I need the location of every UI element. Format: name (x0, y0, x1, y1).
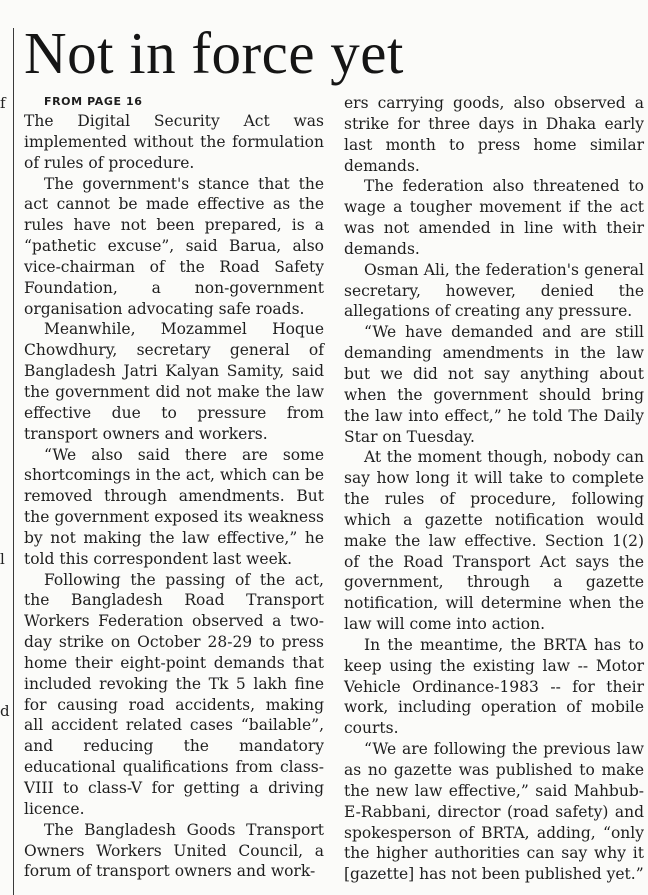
article-column-1 (24, 93, 324, 882)
adjacent-column-fragment: f (0, 94, 6, 112)
article-paragraph: Osman Ali, the federation's general secretary, however, denied the allegations of creating any pressure. (344, 260, 644, 321)
adjacent-column-fragment: d (0, 702, 10, 720)
column-divider-rule (13, 28, 14, 895)
article-paragraph: The Digital Security Act was implemented without the formulation of rules of procedure. (24, 112, 324, 172)
article-paragraph: The government's stance that the act cannot be made effective as the rules have not been prepared, is a “pathetic excuse”, said Barua, also vice-chairman of the Road Safety Foundation, a non-government organisation advocating safe roads. (24, 174, 324, 318)
article-paragraph: “We are following the previous law as no gazette was published to make the new law effective,” said Mahbub-E-Rabbani, director (road safety) and spokesperson of BRTA, adding, “only the higher authorities can say why it [gazette] has not been published yet.” (344, 740, 644, 884)
article-paragraph: Meanwhile, Mozammel Hoque Chowdhury, secretary general of Bangladesh Jatri Kalyan Samity, said the government did not make the law effective due to pressure from transport owners and workers. (24, 320, 324, 443)
jump-line: FROM PAGE 16 (44, 95, 143, 108)
article-paragraph: “We also said there are some shortcomings in the act, which can be removed through amendments. But the government exposed its weakness by not making the law effective,” he told this correspondent last week. (24, 445, 324, 568)
article-paragraph: “We have demanded and are still demanding amendments in the law but we did not say anything about when the government should bring the law into effect,” he told The Daily Star on Tuesday. (344, 323, 644, 446)
article-headline: Not in force yet (24, 20, 404, 86)
article-paragraph: ers carrying goods, also observed a strike for three days in Dhaka early last month to press home similar demands. (344, 94, 644, 175)
article-paragraph: At the moment though, nobody can say how long it will take to complete the rules of procedure, following which a gazette notification would make the law effective. Section 1(2) of the Road Transport Act says the government, through a gazette notification, will determine when the law will come into action. (344, 448, 644, 634)
article-paragraph: The federation also threatened to wage a tougher movement if the act was not amended in line with their demands. (344, 177, 644, 258)
article-column-2 (344, 93, 644, 885)
article-paragraph: The Bangladesh Goods Transport Owners Workers United Council, a forum of transport owners and work- (24, 820, 324, 881)
article-paragraph: In the meantime, the BRTA has to keep using the existing law -- Motor Vehicle Ordinance-1983 -- for their work, including operation of mobile courts. (344, 635, 644, 738)
article-paragraph: Following the passing of the act, the Bangladesh Road Transport Workers Federation observed a two-day strike on October 28-29 to press home their eight-point demands that included revoking the Tk 5 lakh fine for causing road accidents, making all accident related cases “bailable”, and reducing the mandatory educational qualifications from class-VIII to class-V for getting a driving licence. (24, 570, 324, 818)
adjacent-column-fragment: l (0, 550, 5, 568)
